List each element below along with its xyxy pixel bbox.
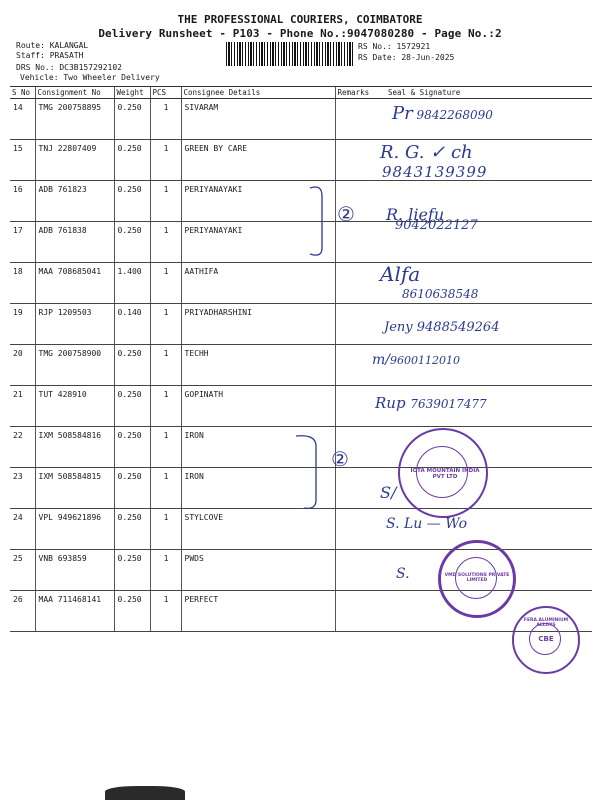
cell-pcs: 1 bbox=[150, 181, 181, 222]
cell-sno: 19 bbox=[10, 304, 35, 345]
cell-weight: 0.140 bbox=[114, 304, 150, 345]
col-pcs: PCS bbox=[150, 87, 181, 99]
cell-consignment-no: TNJ 22807409 bbox=[35, 140, 114, 181]
signature-16: R. liefu bbox=[386, 205, 445, 224]
cell-remarks bbox=[335, 550, 380, 591]
cell-weight: 0.250 bbox=[114, 509, 150, 550]
runsheet-subtitle: Delivery Runsheet - P103 - Phone No.:9047080280 - Page No.:2 bbox=[98, 27, 502, 40]
cell-consignment-no: IXM 508584816 bbox=[35, 427, 114, 468]
cell-pcs: 1 bbox=[150, 140, 181, 181]
rs-number: RS No.: 1572921 bbox=[358, 42, 431, 51]
cell-remarks bbox=[335, 304, 380, 345]
runsheet-table bbox=[10, 86, 592, 632]
company-seal-2: VMD SOLUTIONS PRIVATE LIMITED bbox=[438, 540, 516, 618]
cell-consignee: GOPINATH bbox=[181, 386, 335, 427]
cell-sno: 14 bbox=[10, 99, 35, 140]
company-seal-3: FERA ALUMINIUM ALLOYS CBE bbox=[512, 606, 580, 674]
cell-pcs: 1 bbox=[150, 509, 181, 550]
cell-sno: 21 bbox=[10, 386, 35, 427]
company-title: THE PROFESSIONAL COURIERS, COIMBATORE bbox=[177, 13, 423, 26]
cell-consignee: AATHIFA bbox=[181, 263, 335, 304]
phone-18: 8610638548 bbox=[402, 287, 479, 301]
col-remarks: Remarks bbox=[335, 87, 380, 99]
cell-consignee: SIVARAM bbox=[181, 99, 335, 140]
cell-weight: 0.250 bbox=[114, 222, 150, 263]
cell-consignee: STYLCOVE bbox=[181, 509, 335, 550]
cell-consignment-no: RJP 1209503 bbox=[35, 304, 114, 345]
cell-sno: 15 bbox=[10, 140, 35, 181]
cell-remarks bbox=[335, 468, 380, 509]
cell-weight: 0.250 bbox=[114, 140, 150, 181]
cell-consignment-no: VPL 949621896 bbox=[35, 509, 114, 550]
table-row bbox=[10, 345, 592, 386]
signature-20: m/9600112010 bbox=[372, 352, 460, 368]
col-consignment: Consignment No bbox=[35, 87, 114, 99]
cell-consignee: PRIYADHARSHINI bbox=[181, 304, 335, 345]
signature-19: Jeny 9488549264 bbox=[384, 320, 500, 335]
cell-sno: 16 bbox=[10, 181, 35, 222]
cell-sno: 20 bbox=[10, 345, 35, 386]
signature-14: Pr 9842268090 bbox=[392, 103, 493, 124]
barcode bbox=[226, 42, 354, 66]
table-row bbox=[10, 304, 592, 345]
cell-weight: 0.250 bbox=[114, 386, 150, 427]
cell-pcs: 1 bbox=[150, 304, 181, 345]
col-weight: Weight bbox=[114, 87, 150, 99]
table-row bbox=[10, 263, 592, 304]
staff-label: Staff: PRASATH bbox=[16, 51, 84, 60]
cell-consignment-no: TMG 200758900 bbox=[35, 345, 114, 386]
cell-consignee: PERFECT bbox=[181, 591, 335, 632]
cell-consignee: PERIYANAYAKI bbox=[181, 181, 335, 222]
cell-remarks bbox=[335, 140, 380, 181]
cell-weight: 1.400 bbox=[114, 263, 150, 304]
col-consignee: Consignee Details bbox=[181, 87, 335, 99]
table-row bbox=[10, 99, 592, 140]
cell-weight: 0.250 bbox=[114, 99, 150, 140]
cell-weight: 0.250 bbox=[114, 591, 150, 632]
bracket-16-17 bbox=[300, 182, 340, 262]
cell-consignment-no: ADB 761838 bbox=[35, 222, 114, 263]
cell-pcs: 1 bbox=[150, 99, 181, 140]
cell-remarks bbox=[335, 263, 380, 304]
company-seal-1: IOTA MOUNTAIN INDIA PVT LTD bbox=[398, 428, 488, 518]
cell-weight: 0.250 bbox=[114, 181, 150, 222]
cell-weight: 0.250 bbox=[114, 427, 150, 468]
table-header-row bbox=[10, 87, 592, 99]
cell-consignment-no: TMG 200758895 bbox=[35, 99, 114, 140]
cell-pcs: 1 bbox=[150, 386, 181, 427]
cell-pcs: 1 bbox=[150, 591, 181, 632]
cell-remarks bbox=[335, 99, 380, 140]
count-mark-1: ② bbox=[337, 202, 355, 226]
cell-sno: 25 bbox=[10, 550, 35, 591]
cell-consignment-no: IXM 508584815 bbox=[35, 468, 114, 509]
table-row bbox=[10, 386, 592, 427]
cell-consignee: PWDS bbox=[181, 550, 335, 591]
cell-sno: 17 bbox=[10, 222, 35, 263]
signature-15: R. G. ✓ ch bbox=[380, 142, 473, 163]
cell-consignment-no: MAA 708685041 bbox=[35, 263, 114, 304]
cell-consignment-no: MAA 711468141 bbox=[35, 591, 114, 632]
cell-remarks bbox=[335, 222, 380, 263]
cell-sno: 22 bbox=[10, 427, 35, 468]
cell-consignment-no: TUT 428910 bbox=[35, 386, 114, 427]
cell-weight: 0.250 bbox=[114, 468, 150, 509]
route-label: Route: KALANGAL bbox=[16, 41, 89, 50]
cell-consignment-no: ADB 761823 bbox=[35, 181, 114, 222]
cell-consignee: TECHH bbox=[181, 345, 335, 386]
cell-remarks bbox=[335, 509, 380, 550]
phone-16: 9042022127 bbox=[395, 218, 478, 233]
cell-weight: 0.250 bbox=[114, 345, 150, 386]
cell-pcs: 1 bbox=[150, 550, 181, 591]
cell-remarks bbox=[335, 386, 380, 427]
cell-weight: 0.250 bbox=[114, 550, 150, 591]
cell-consignee: PERIYANAYAKI bbox=[181, 222, 335, 263]
cell-consignment-no: VNB 693859 bbox=[35, 550, 114, 591]
cell-sno: 18 bbox=[10, 263, 35, 304]
cell-pcs: 1 bbox=[150, 222, 181, 263]
rs-date: RS Date: 28-Jun-2025 bbox=[358, 53, 455, 62]
cell-remarks bbox=[335, 591, 380, 632]
cell-pcs: 1 bbox=[150, 468, 181, 509]
phone-15: 9843139399 bbox=[382, 163, 488, 181]
cell-pcs: 1 bbox=[150, 427, 181, 468]
cell-consignee: GREEN BY CARE bbox=[181, 140, 335, 181]
table-row bbox=[10, 140, 592, 181]
cell-pcs: 1 bbox=[150, 263, 181, 304]
signature-24: S. Lu — Wo bbox=[386, 516, 468, 532]
scan-artifact bbox=[105, 786, 185, 800]
vehicle-label: Vehicle: Two Wheeler Delivery bbox=[20, 73, 160, 82]
col-seal: Seal & Signature bbox=[380, 87, 592, 99]
bracket-22-23 bbox=[292, 430, 332, 516]
cell-sno: 24 bbox=[10, 509, 35, 550]
cell-pcs: 1 bbox=[150, 345, 181, 386]
drs-label: DRS No.: DC3B157292102 bbox=[16, 63, 122, 72]
signature-23: S/ bbox=[380, 483, 397, 502]
cell-sno: 26 bbox=[10, 591, 35, 632]
col-sno: S No bbox=[10, 87, 35, 99]
signature-21: Rup 7639017477 bbox=[375, 394, 487, 412]
signature-25: S. bbox=[396, 566, 410, 582]
cell-sno: 23 bbox=[10, 468, 35, 509]
cell-consignee: IRON bbox=[181, 468, 335, 509]
cell-consignee: IRON bbox=[181, 427, 335, 468]
count-mark-2: ② bbox=[331, 447, 349, 471]
signature-18: Alfa bbox=[380, 262, 421, 286]
